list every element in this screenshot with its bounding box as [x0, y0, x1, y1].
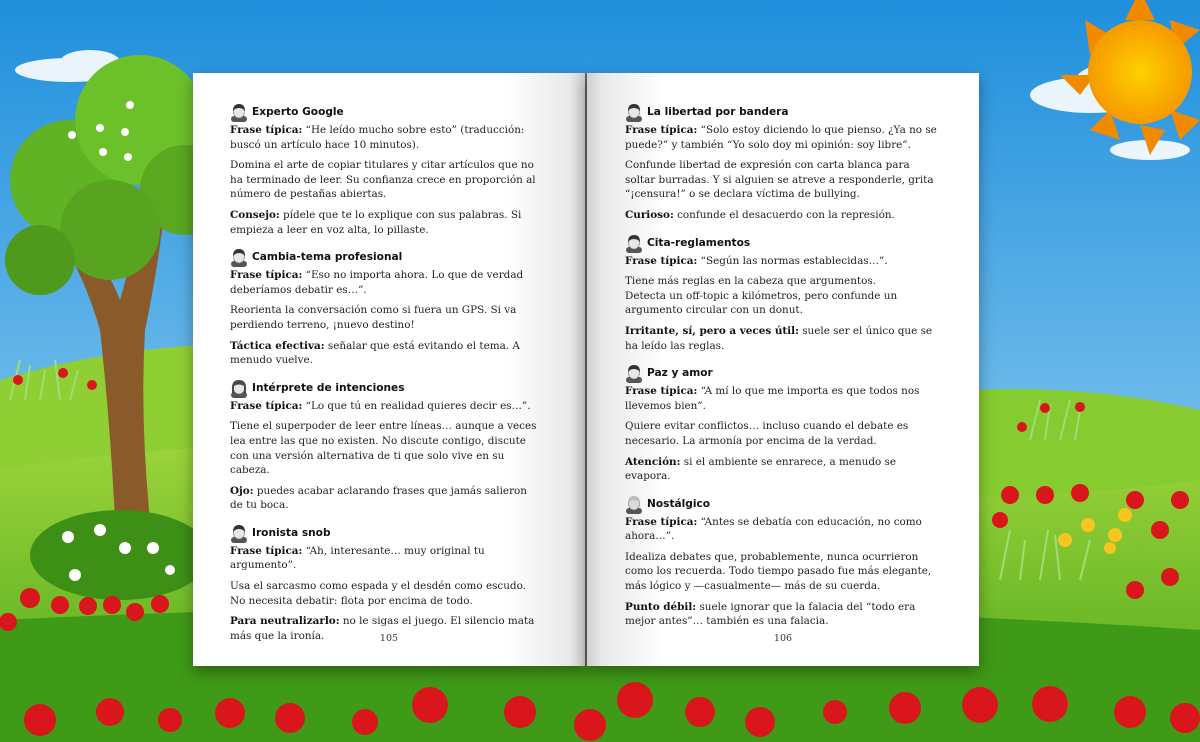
- entry-text: pídele que te lo explique con sus palabras. Si empieza a leer en voz alta, lo pillaste.: [230, 208, 522, 236]
- entry-paragraph: [625, 254, 943, 269]
- entry-paragraph: [230, 579, 543, 608]
- entry-experto-google: [230, 101, 543, 237]
- man-avatar-icon: [625, 102, 643, 122]
- entry-label: Irritante, sí, pero a veces útil:: [625, 324, 799, 337]
- entry-paragraph: [230, 339, 543, 368]
- woman-avatar-icon: [230, 378, 248, 398]
- entry-label: Táctica efectiva:: [230, 339, 325, 352]
- entry-paragraph: [625, 123, 943, 152]
- entry-paragraph: [230, 208, 543, 237]
- entry-cambia-tema-profesional: [230, 246, 543, 368]
- entry-title: Intérprete de intenciones: [252, 381, 405, 394]
- entry-title: Ironista snob: [252, 526, 331, 539]
- entry-text: Usa el sarcasmo como espada y el desdén como escudo. No necesita debatir: flota por encima de todo.: [230, 580, 526, 607]
- entry-paragraph: [625, 455, 943, 484]
- entry-label: Consejo:: [230, 208, 280, 221]
- entry-heading: [625, 493, 943, 515]
- entry-paz-y-amor: [625, 362, 943, 484]
- entry-cita-reglamentos: [625, 232, 943, 354]
- entry-text: Tiene el superpoder de leer entre líneas… aunque a veces lea entre las que no existen. No discute contigo, discute con una versión alternativa de ti que solo vive en su cabeza.: [230, 420, 537, 477]
- entry-paragraph: [230, 419, 543, 477]
- entry-label: Frase típica:: [625, 515, 698, 528]
- right-page-entries: [625, 101, 943, 629]
- entry-text: “Eso no importa ahora. Lo que de verdad deberíamos debatir es…”.: [230, 269, 524, 296]
- entry-label: Frase típica:: [230, 544, 303, 557]
- entry-text: suele ignorar que la falacia del “todo era mejor antes”… también es una falacia.: [625, 600, 916, 628]
- page-number-right: 106: [773, 633, 793, 644]
- entry-ironista-snob: [230, 522, 543, 644]
- entry-label: Ojo:: [230, 484, 254, 497]
- entry-title: Paz y amor: [647, 367, 713, 380]
- entry-paragraph: [625, 208, 943, 223]
- entry-text: “He leído mucho sobre esto” (traducción: buscó un artículo hace 10 minutos).: [230, 124, 525, 151]
- man-avatar-icon: [230, 102, 248, 122]
- entry-text: “Solo estoy diciendo lo que pienso. ¿Ya no se puede?” y también “Yo solo doy mi opinión: soy libre”.: [625, 124, 937, 151]
- entry-paragraph: [625, 384, 943, 413]
- entry-text: suele ser el único que se ha leído las reglas.: [625, 324, 933, 352]
- entry-text: Reorienta la conversación como si fuera un GPS. Si va perdiendo terreno, ¡nuevo destino!: [230, 304, 517, 331]
- entry-paragraph: [230, 123, 543, 152]
- entry-label: Frase típica:: [625, 254, 698, 267]
- entry-paragraph: [625, 274, 943, 318]
- man-avatar-icon: [625, 363, 643, 383]
- entry-title: La libertad por bandera: [647, 106, 789, 118]
- entry-text: “Lo que tú en realidad quieres decir es…”.: [302, 399, 531, 412]
- entry-text: Quiere evitar conflictos… incluso cuando el debate es necesario. La armonía por encima de la verdad.: [625, 420, 909, 447]
- entry-heading: [230, 522, 543, 544]
- entry-paragraph: [230, 484, 543, 513]
- book-page-left: [193, 73, 585, 666]
- entry-text: “Ah, interesante… muy original tu argumento”.: [230, 544, 485, 572]
- entry-heading: [230, 246, 543, 268]
- entry-label: Atención:: [625, 455, 681, 468]
- entry-text: confunde el desacuerdo con la represión.: [673, 208, 895, 221]
- entry-heading: [625, 101, 943, 123]
- entry-paragraph: [625, 515, 943, 544]
- man-avatar-icon: [625, 233, 643, 253]
- entry-text: si el ambiente se enrarece, a menudo se evapora.: [625, 455, 897, 483]
- entry-paragraph: [230, 158, 543, 202]
- entry-text: puedes acabar aclarando frases que jamás salieron de tu boca.: [230, 484, 527, 512]
- entry-text: Idealiza debates que, probablemente, nunca ocurrieron como los recuerda. Todo tiempo pasado fue más elegante, más lógico y —casualmente— más de su cuerda.: [625, 550, 932, 593]
- page-number-left: 105: [379, 633, 399, 644]
- entry-label: Punto débil:: [625, 600, 697, 613]
- entry-text: no le sigas el juego. El silencio mata más que la ironía.: [230, 615, 535, 642]
- old-man-avatar-icon: [625, 494, 643, 514]
- entry-text: Confunde libertad de expresión con carta blanca para soltar burradas. Y si alguien se atreve a responderle, grita “¡censura!” o se declara víctima de bullying.: [625, 159, 934, 201]
- entry-paragraph: [230, 544, 543, 573]
- entry-paragraph: [230, 268, 543, 297]
- entry-paragraph: [625, 419, 943, 448]
- man-avatar-icon: [230, 523, 248, 543]
- entry-text: “Antes se debatía con educación, no como ahora…”.: [625, 515, 922, 543]
- entry-heading: [625, 232, 943, 254]
- entry-label: Para neutralizarlo:: [230, 615, 340, 628]
- entry-paragraph: [230, 303, 543, 332]
- entry-label: Frase típica:: [230, 124, 303, 136]
- entry-paragraph: [625, 158, 943, 202]
- entry-label: Frase típica:: [625, 385, 698, 398]
- entry-paragraph: [230, 399, 543, 414]
- entry-title: Cita-reglamentos: [647, 236, 751, 249]
- entry-paragraph: [625, 600, 943, 629]
- entry-label: Curioso:: [625, 208, 674, 221]
- entry-intérprete-de-intenciones: [230, 377, 543, 513]
- entry-heading: [230, 377, 543, 399]
- entry-title: Experto Google: [252, 106, 344, 118]
- entry-text: “Según las normas establecidas…”.: [697, 254, 888, 267]
- left-page-entries: [230, 101, 543, 643]
- entry-title: Cambia-tema profesional: [252, 251, 403, 264]
- entry-nostálgico: [625, 493, 943, 629]
- entry-text: Domina el arte de copiar titulares y citar artículos que no ha terminado de leer. Su confianza crece en proporción al número de pestañas abiertas.: [230, 159, 536, 201]
- entry-paragraph: [625, 324, 943, 353]
- entry-heading: [625, 362, 943, 384]
- entry-paragraph: [625, 550, 943, 594]
- book-page-right: [587, 73, 979, 666]
- entry-heading: [230, 101, 543, 123]
- entry-text: Tiene más reglas en la cabeza que argumentos. Detecta un off-topic a kilómetros, pero confunde un argumento circular con un donut.: [625, 275, 898, 317]
- entry-title: Nostálgico: [647, 497, 711, 510]
- man-avatar-icon: [230, 247, 248, 267]
- entry-label: Frase típica:: [230, 399, 303, 412]
- entry-label: Frase típica:: [230, 269, 303, 282]
- entry-label: Frase típica:: [625, 124, 698, 136]
- entry-la-libertad-por-bandera: [625, 101, 943, 223]
- entry-text: “A mí lo que me importa es que todos nos llevemos bien”.: [625, 385, 920, 412]
- entry-text: señalar que está evitando el tema. A menudo vuelve.: [230, 339, 520, 367]
